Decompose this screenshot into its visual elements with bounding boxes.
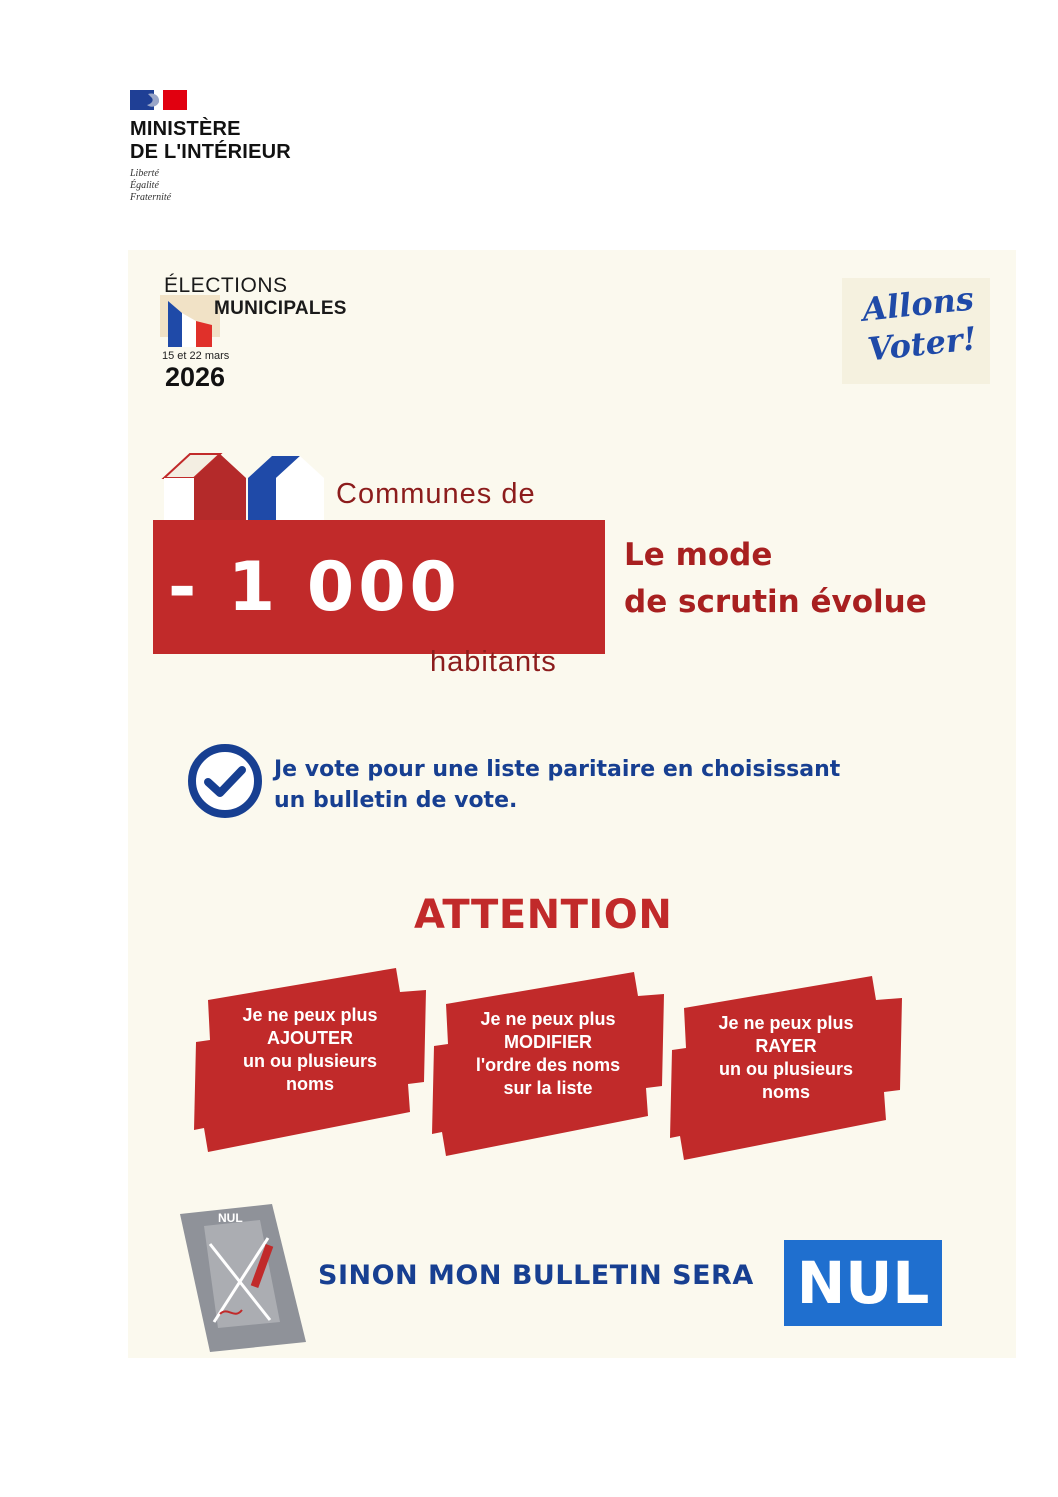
banner-modify-l2: MODIFIER (504, 1032, 592, 1052)
banner-strike-l3: un ou plusieurs (718, 1059, 853, 1079)
ministry-line1: MINISTÈRE (130, 118, 241, 140)
ministry-name (130, 118, 291, 164)
void-ballot-icon (180, 1204, 306, 1352)
slogan-text (846, 277, 994, 371)
banner-modify (432, 966, 664, 1162)
nul-text: NUL (796, 1249, 930, 1317)
vote-instruction (274, 754, 840, 816)
banner-add-l1: Je ne peux plus (242, 1005, 378, 1025)
motto-egalite: Égalité (130, 180, 159, 191)
void-warning: SINON MON BULLETIN SERA (318, 1260, 754, 1291)
mode-line1: Le mode (624, 537, 773, 573)
banner-strike (670, 970, 902, 1166)
population-threshold: - 1 000 (168, 548, 461, 627)
vote-line1: Je vote pour une liste paritaire en choisissant (274, 757, 841, 782)
ballot-label: NUL (218, 1211, 243, 1225)
slogan-line2: Voter! (865, 319, 979, 369)
motto-fraternite: Fraternité (130, 192, 172, 203)
habitants-label: habitants (430, 646, 557, 678)
banner-add-text (212, 1004, 408, 1096)
republic-motto (130, 168, 171, 204)
banner-add (194, 962, 426, 1158)
vote-line2: un bulletin de vote. (274, 788, 518, 813)
elections-title: ÉLECTIONS (164, 274, 288, 297)
voting-change-heading (624, 532, 927, 626)
banner-add-l2: AJOUTER (266, 1028, 353, 1048)
banner-add-l3: un ou plusieurs (242, 1051, 377, 1071)
banner-strike-l4: noms (761, 1082, 810, 1102)
check-circle-icon (186, 742, 264, 820)
marianne-logo (130, 90, 187, 110)
banner-modify-text (450, 1008, 646, 1100)
banner-strike-l1: Je ne peux plus (718, 1013, 854, 1033)
mode-line2: de scrutin évolue (624, 584, 927, 620)
banner-strike-text (688, 1012, 884, 1104)
attention-heading: ATTENTION (414, 892, 673, 938)
banner-add-l4: noms (285, 1074, 334, 1094)
banner-modify-l1: Je ne peux plus (480, 1009, 616, 1029)
banner-strike-l2: RAYER (755, 1036, 817, 1056)
ministry-line2: DE L'INTÉRIEUR (130, 141, 291, 163)
election-year: 2026 (165, 362, 226, 392)
elections-subtitle: MUNICIPALES (214, 298, 347, 319)
banner-modify-l4: sur la liste (503, 1078, 593, 1098)
election-dates: 15 et 22 mars (162, 350, 230, 362)
slogan-line1: Allons (860, 279, 976, 329)
communes-label: Communes de (336, 478, 536, 510)
motto-liberte: Liberté (130, 168, 159, 179)
banner-modify-l3: l'ordre des noms (475, 1055, 621, 1075)
